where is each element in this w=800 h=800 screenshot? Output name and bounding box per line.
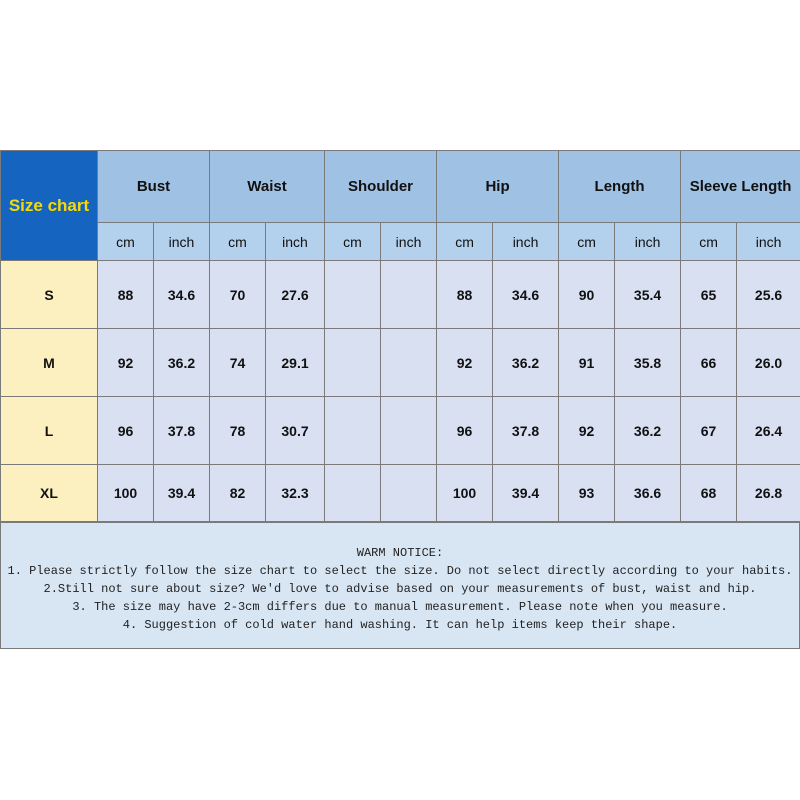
cell-m-sleeve-length-inch: 26.0 — [737, 329, 800, 397]
unit-waist-cm: cm — [210, 223, 266, 261]
cell-s-bust-inch: 34.6 — [154, 261, 210, 329]
cell-xl-shoulder-cm — [325, 465, 381, 522]
cell-m-bust-cm: 92 — [98, 329, 154, 397]
header-row — [1, 151, 800, 223]
cell-xl-sleeve-length-cm: 68 — [681, 465, 737, 522]
cell-m-waist-inch: 29.1 — [266, 329, 325, 397]
cell-l-shoulder-inch — [381, 397, 437, 465]
cell-m-sleeve-length-cm: 66 — [681, 329, 737, 397]
cell-s-waist-inch: 27.6 — [266, 261, 325, 329]
size-m: M — [1, 329, 98, 397]
unit-length-inch: inch — [615, 223, 681, 261]
notice-line-1: 1. Please strictly follow the size chart to select the size. Do not select directly according to your habits. — [7, 564, 793, 578]
size-s: S — [1, 261, 98, 329]
size-l: L — [1, 397, 98, 465]
unit-hip-inch: inch — [493, 223, 559, 261]
unit-bust-cm: cm — [98, 223, 154, 261]
cell-l-waist-cm: 78 — [210, 397, 266, 465]
cell-xl-shoulder-inch — [381, 465, 437, 522]
unit-hip-cm: cm — [437, 223, 493, 261]
cell-s-bust-cm: 88 — [98, 261, 154, 329]
cell-l-hip-cm: 96 — [437, 397, 493, 465]
notice-line-2: 2.Still not sure about size? We'd love to advise based on your measurements of bust, waist and hip. — [43, 582, 757, 596]
unit-bust-inch: inch — [154, 223, 210, 261]
header-shoulder: Shoulder — [325, 151, 437, 223]
notice-heading: WARM NOTICE: — [356, 546, 444, 560]
cell-s-length-inch: 35.4 — [615, 261, 681, 329]
cell-s-waist-cm: 70 — [210, 261, 266, 329]
cell-m-hip-inch: 36.2 — [493, 329, 559, 397]
header-length: Length — [559, 151, 681, 223]
cell-xl-bust-cm: 100 — [98, 465, 154, 522]
cell-xl-length-cm: 93 — [559, 465, 615, 522]
unit-row — [1, 223, 800, 261]
cell-m-shoulder-inch — [381, 329, 437, 397]
table-row — [1, 329, 800, 397]
unit-sleeve-length-cm: cm — [681, 223, 737, 261]
cell-xl-waist-inch: 32.3 — [266, 465, 325, 522]
cell-xl-hip-inch: 39.4 — [493, 465, 559, 522]
header-bust: Bust — [98, 151, 210, 223]
cell-l-length-cm: 92 — [559, 397, 615, 465]
cell-l-shoulder-cm — [325, 397, 381, 465]
cell-m-waist-cm: 74 — [210, 329, 266, 397]
cell-l-hip-inch: 37.8 — [493, 397, 559, 465]
cell-l-sleeve-length-inch: 26.4 — [737, 397, 800, 465]
cell-m-bust-inch: 36.2 — [154, 329, 210, 397]
cell-s-hip-cm: 88 — [437, 261, 493, 329]
size-chart-title: Size chart — [1, 151, 98, 261]
cell-m-shoulder-cm — [325, 329, 381, 397]
unit-sleeve-length-inch: inch — [737, 223, 800, 261]
cell-m-hip-cm: 92 — [437, 329, 493, 397]
cell-xl-length-inch: 36.6 — [615, 465, 681, 522]
unit-waist-inch: inch — [266, 223, 325, 261]
header-hip: Hip — [437, 151, 559, 223]
size-chart-table — [0, 150, 800, 522]
table-row — [1, 465, 800, 522]
cell-l-bust-inch: 37.8 — [154, 397, 210, 465]
warm-notice — [0, 522, 800, 649]
cell-s-length-cm: 90 — [559, 261, 615, 329]
size-xl: XL — [1, 465, 98, 522]
table-row — [1, 397, 800, 465]
cell-s-shoulder-inch — [381, 261, 437, 329]
cell-l-bust-cm: 96 — [98, 397, 154, 465]
header-waist: Waist — [210, 151, 325, 223]
unit-length-cm: cm — [559, 223, 615, 261]
cell-xl-bust-inch: 39.4 — [154, 465, 210, 522]
table-row — [1, 261, 800, 329]
unit-shoulder-inch: inch — [381, 223, 437, 261]
cell-xl-hip-cm: 100 — [437, 465, 493, 522]
cell-s-hip-inch: 34.6 — [493, 261, 559, 329]
cell-l-sleeve-length-cm: 67 — [681, 397, 737, 465]
cell-l-length-inch: 36.2 — [615, 397, 681, 465]
header-sleeve-length: Sleeve Length — [681, 151, 800, 223]
cell-s-sleeve-length-inch: 25.6 — [737, 261, 800, 329]
cell-l-waist-inch: 30.7 — [266, 397, 325, 465]
cell-s-sleeve-length-cm: 65 — [681, 261, 737, 329]
cell-xl-waist-cm: 82 — [210, 465, 266, 522]
cell-m-length-inch: 35.8 — [615, 329, 681, 397]
notice-line-4: 4. Suggestion of cold water hand washing. It can help items keep their shape. — [122, 618, 678, 632]
unit-shoulder-cm: cm — [325, 223, 381, 261]
cell-m-length-cm: 91 — [559, 329, 615, 397]
notice-line-3: 3. The size may have 2-3cm differs due to manual measurement. Please note when you measure. — [72, 600, 728, 614]
cell-xl-sleeve-length-inch: 26.8 — [737, 465, 800, 522]
cell-s-shoulder-cm — [325, 261, 381, 329]
